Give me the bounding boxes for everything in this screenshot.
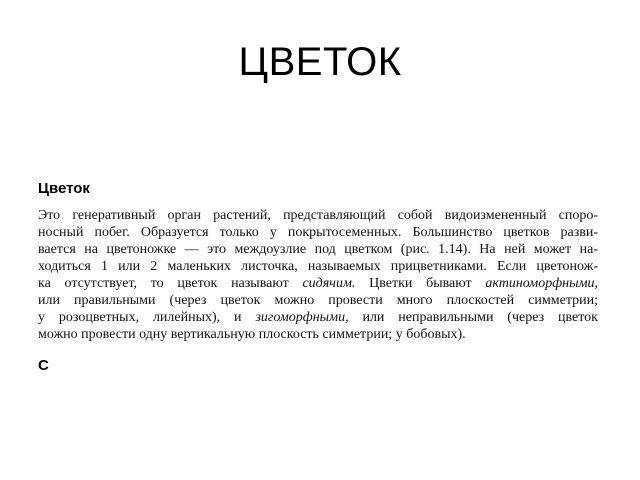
text-run: или неправильными (через цветок xyxy=(348,310,598,325)
text-run: ка отсутствует, то цветок называют xyxy=(38,276,303,291)
cut-off-heading: С xyxy=(38,357,49,374)
text-run: ходиться 1 или 2 маленьких листочка, называемых прицветниками. Если цветонож- xyxy=(38,259,598,274)
paragraph-line xyxy=(38,241,598,258)
italic-term: зигоморфными, xyxy=(255,310,349,325)
text-run: Это генеративный орган растений, представляющий собой видоизмененный споро- xyxy=(38,208,598,223)
paragraph-line xyxy=(38,292,598,309)
paragraph-line xyxy=(38,258,598,275)
slide-title: ЦВЕТОК xyxy=(238,40,402,84)
paragraph-line xyxy=(38,326,598,343)
text-run: можно провести одну вертикальную плоскость симметрии; у бобовых). xyxy=(38,327,466,342)
paragraph-line xyxy=(38,224,598,241)
italic-term: актиноморфными, xyxy=(485,276,598,291)
text-run: вается на цветоножке — это междоузлие под цветком (рис. 1.14). На ней может на- xyxy=(38,242,598,257)
paragraph-line xyxy=(38,207,598,224)
text-run: у розоцветных, лилейных), и xyxy=(38,310,256,325)
scanned-text-block xyxy=(38,180,598,480)
text-run: Цветки бывают xyxy=(355,276,486,291)
italic-term: сидячим. xyxy=(302,276,356,291)
text-run: или правильными (через цветок можно провести много плоскостей симметрии; xyxy=(38,293,598,308)
section-heading: Цветок xyxy=(38,180,90,197)
paragraph xyxy=(38,207,598,343)
paragraph-line xyxy=(38,309,598,326)
paragraph-line xyxy=(38,275,598,292)
text-run: носный побег. Образуется только у покрытосеменных. Большинство цветков разви- xyxy=(38,225,598,240)
